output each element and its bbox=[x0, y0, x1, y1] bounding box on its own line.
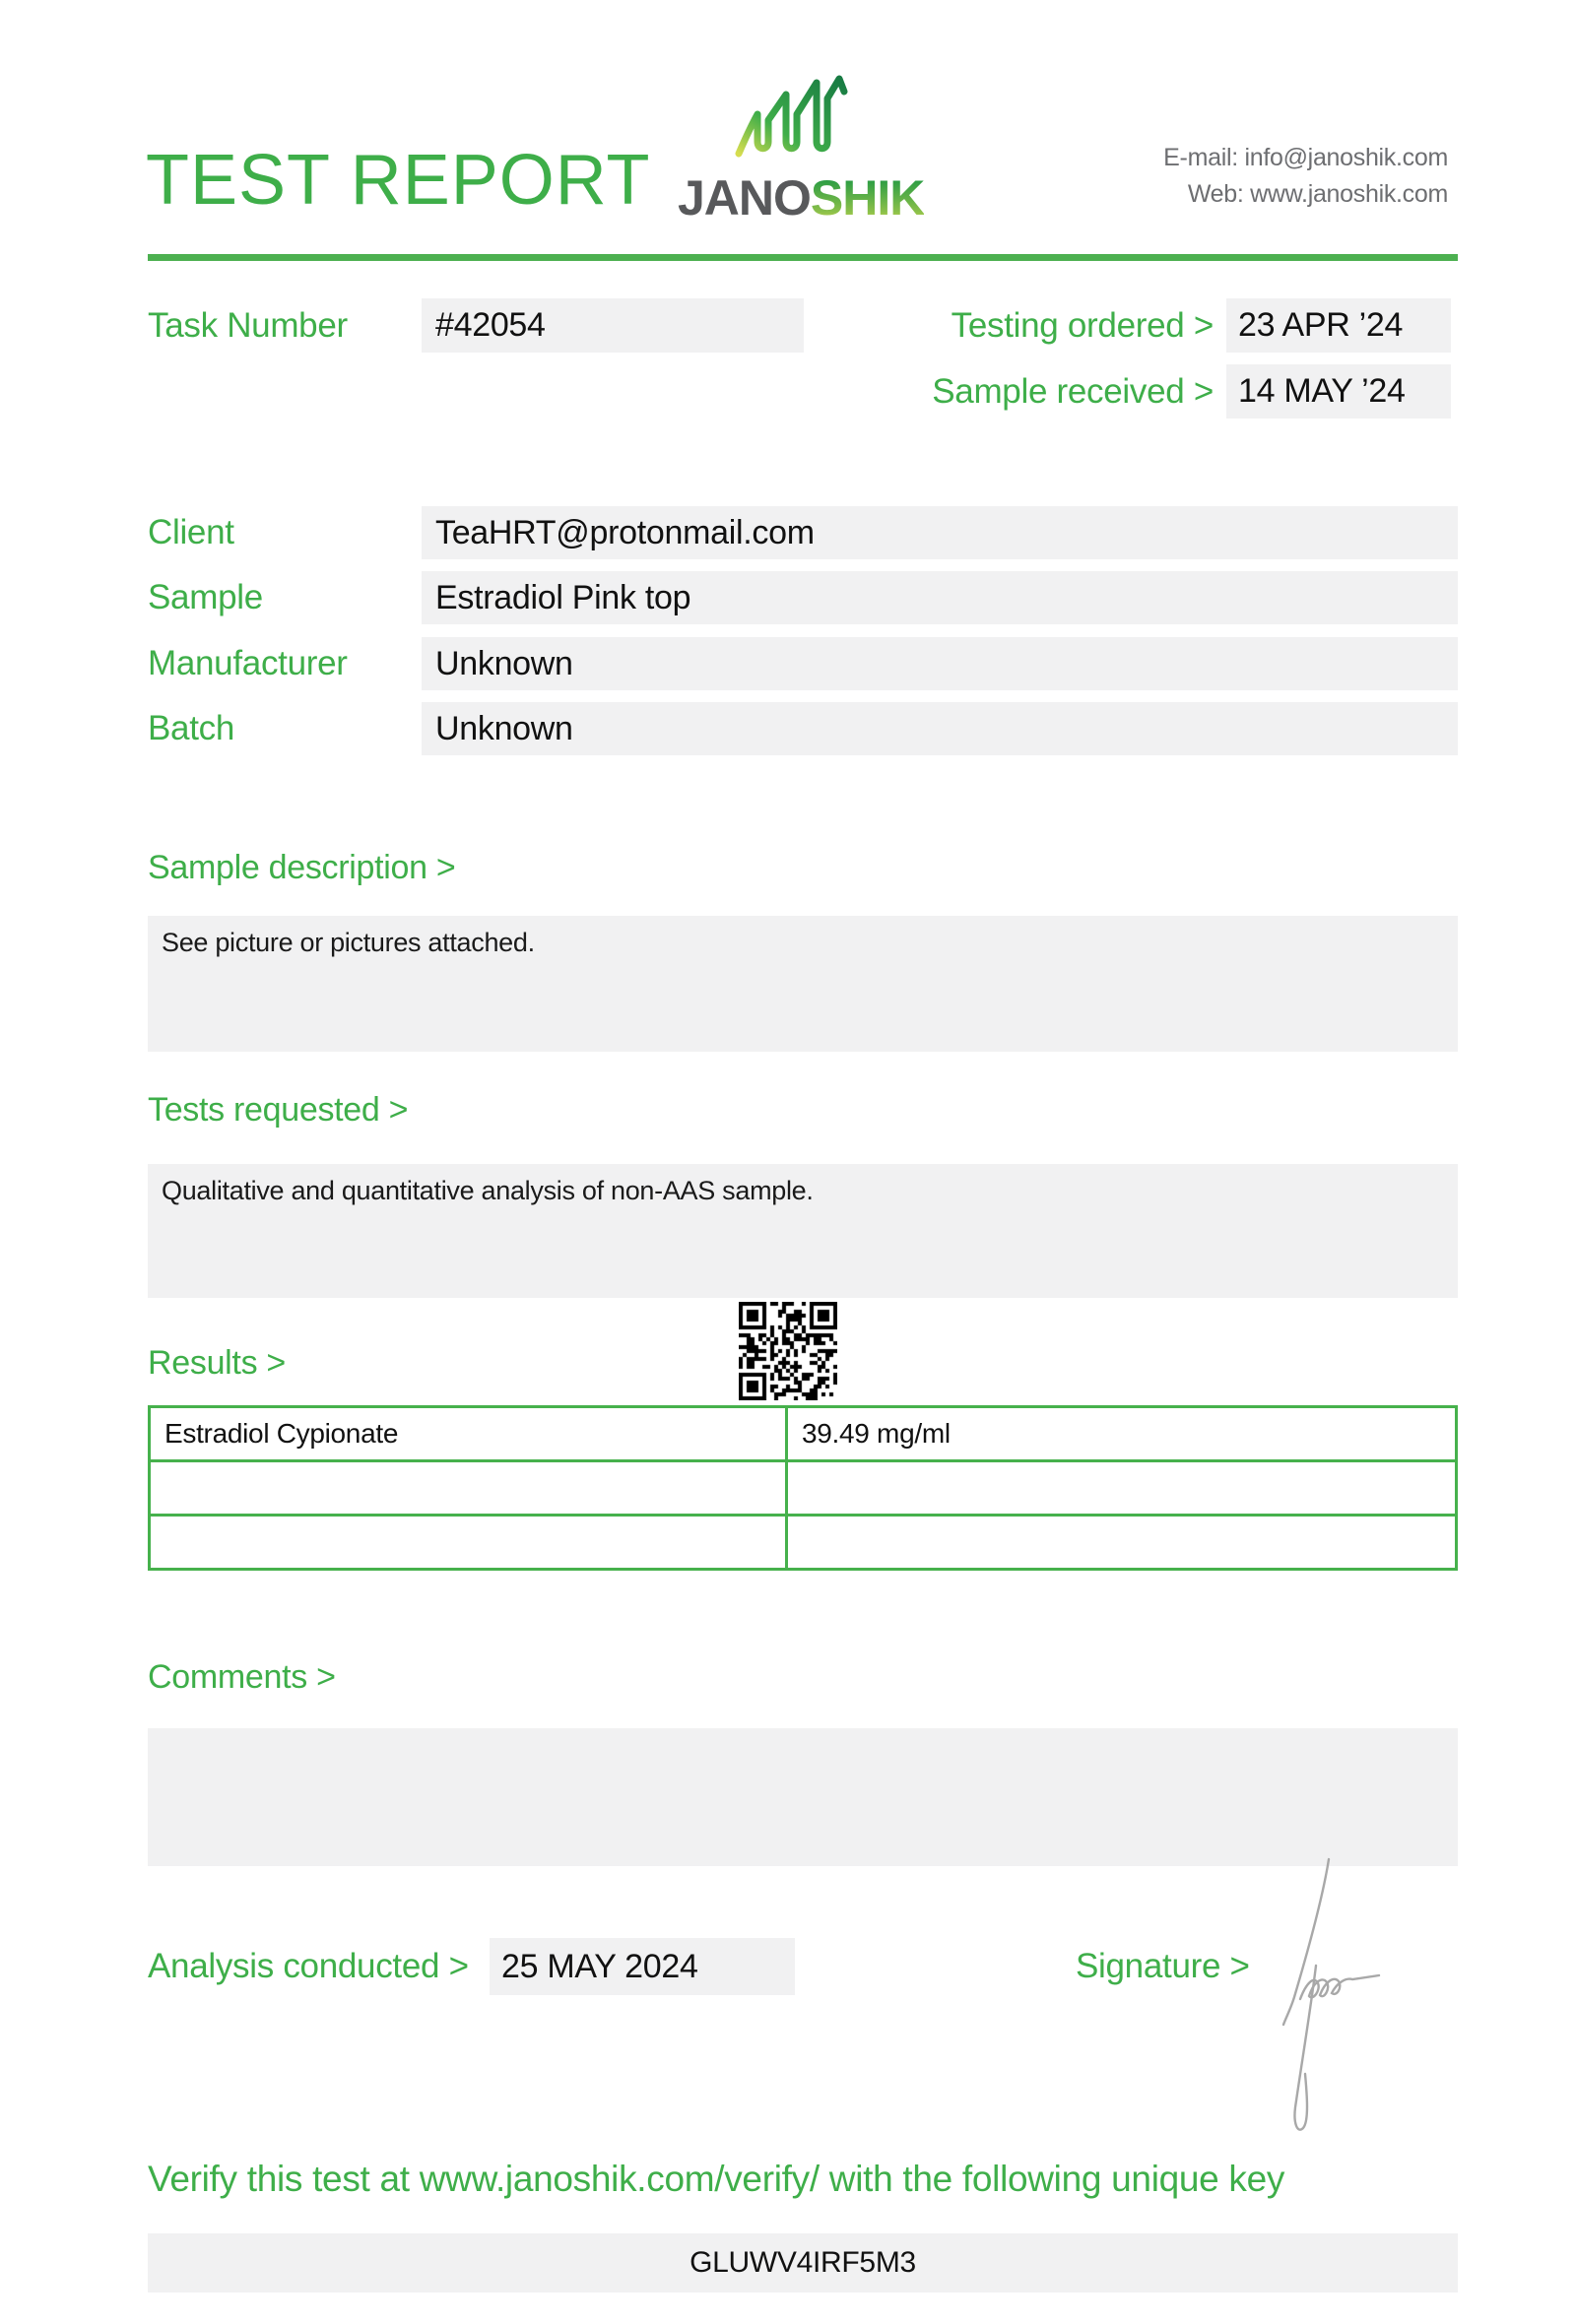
client-value: TeaHRT@protonmail.com bbox=[422, 506, 1458, 559]
analysis-conducted-date: 25 MAY 2024 bbox=[490, 1938, 795, 1995]
batch-value: Unknown bbox=[422, 702, 1458, 755]
result-value bbox=[787, 1461, 1457, 1516]
results-row-2 bbox=[150, 1461, 1457, 1516]
testing-ordered-label: Testing ordered > bbox=[951, 306, 1214, 345]
sample-description-text: See picture or pictures attached. bbox=[162, 928, 535, 957]
result-analyte bbox=[150, 1516, 787, 1570]
manufacturer-label: Manufacturer bbox=[148, 644, 348, 682]
tests-requested-text: Qualitative and quantitative analysis of non-AAS sample. bbox=[162, 1176, 814, 1205]
verify-text: Verify this test at www.janoshik.com/verify/ with the following unique key bbox=[148, 2159, 1285, 2199]
qr-code bbox=[739, 1302, 837, 1400]
result-analyte bbox=[150, 1461, 787, 1516]
manufacturer-value: Unknown bbox=[422, 637, 1458, 690]
signature-label: Signature > bbox=[1076, 1947, 1250, 1985]
results-row-1 bbox=[150, 1407, 1457, 1461]
analysis-conducted-label: Analysis conducted > bbox=[148, 1947, 469, 1985]
info-row-manufacturer bbox=[148, 637, 1458, 690]
task-number-label: Task Number bbox=[148, 306, 348, 345]
sample-received-value: 14 MAY ’24 bbox=[1226, 364, 1451, 419]
results-heading: Results > bbox=[148, 1344, 286, 1382]
info-row-client bbox=[148, 506, 1458, 559]
results-row-3 bbox=[150, 1516, 1457, 1570]
wordmark-green-part: SHIK bbox=[810, 170, 925, 226]
unique-key: GLUWV4IRF5M3 bbox=[148, 2233, 1458, 2292]
sample-received-label: Sample received > bbox=[932, 372, 1214, 411]
sample-description-heading: Sample description > bbox=[148, 849, 456, 886]
contact-web: Web: www.janoshik.com bbox=[1187, 180, 1448, 208]
batch-label: Batch bbox=[148, 709, 234, 747]
comments-heading: Comments > bbox=[148, 1658, 336, 1696]
result-value bbox=[787, 1516, 1457, 1570]
wordmark-gray-part: JANO bbox=[678, 170, 811, 226]
tests-requested-heading: Tests requested > bbox=[148, 1091, 409, 1129]
result-value: 39.49 mg/ml bbox=[787, 1407, 1457, 1461]
info-row-sample bbox=[148, 571, 1458, 624]
janoshik-wordmark bbox=[678, 169, 925, 226]
sample-label: Sample bbox=[148, 578, 263, 616]
tests-requested-box bbox=[148, 1164, 1458, 1298]
sample-value: Estradiol Pink top bbox=[422, 571, 1458, 624]
comments-box bbox=[148, 1728, 1458, 1866]
client-label: Client bbox=[148, 513, 234, 551]
task-number-value: #42054 bbox=[422, 298, 804, 353]
signature-scribble bbox=[1266, 1849, 1413, 2145]
janoshik-chart-logo-icon bbox=[731, 71, 849, 169]
contact-email: E-mail: info@janoshik.com bbox=[1163, 144, 1448, 171]
result-analyte: Estradiol Cypionate bbox=[150, 1407, 787, 1461]
contact-info bbox=[1163, 140, 1448, 213]
testing-ordered-value: 23 APR ’24 bbox=[1226, 298, 1451, 353]
header-divider bbox=[148, 254, 1458, 261]
sample-description-box bbox=[148, 916, 1458, 1052]
results-table bbox=[148, 1405, 1458, 1571]
page-title: TEST REPORT bbox=[146, 141, 651, 220]
info-row-batch bbox=[148, 702, 1458, 755]
